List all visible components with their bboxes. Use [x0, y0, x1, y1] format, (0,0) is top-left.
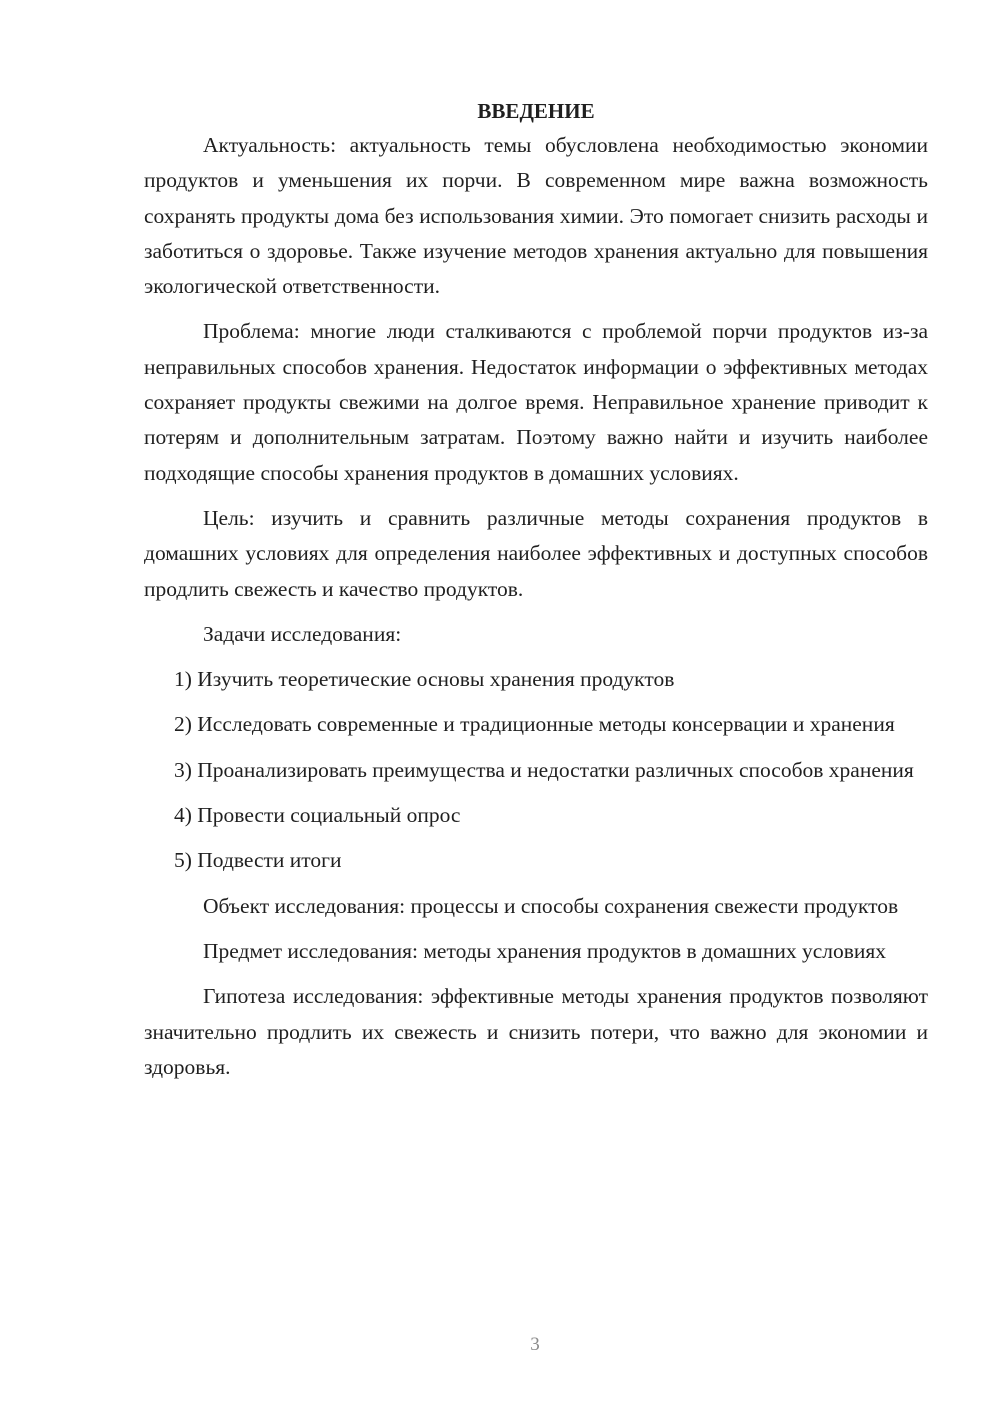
page-number: 3: [530, 1334, 540, 1355]
page-title: ВВЕДЕНИЕ: [477, 99, 595, 123]
tasks-heading: Задачи исследования:: [203, 621, 402, 646]
hypothesis-paragraph: Гипотеза исследования: эффективные методы хранения продуктов позволяют значительно продлить их свежесть и снизить потери, что важно для экономии и здоровья.: [144, 984, 928, 1079]
list-item: 2) Исследовать современные и традиционные методы консервации и хранения: [174, 712, 895, 737]
object-paragraph: Объект исследования: процессы и способы сохранения свежести продуктов: [203, 893, 899, 918]
problem-paragraph: Проблема: многие люди сталкиваются с проблемой порчи продуктов из-за неправильных способов хранения. Недостаток информации о эффективных методах сохраняет продукты свежими на долгое время. Неправильное хранение приводит к потерям и дополнительным затратам. Поэтому важно найти и изучить наиболее подходящие способы хранения продуктов в домашних условиях.: [144, 319, 928, 485]
list-item: 3) Проанализировать преимущества и недостатки различных способов хранения: [174, 757, 914, 782]
relevance-paragraph: Актуальность: актуальность темы обусловлена необходимостью экономии продуктов и уменьшения их порчи. В современном мире важна возможность сохранять продукты дома без использования химии. Это помогает снизить расходы и заботиться о здоровье. Также изучение методов хранения актуально для повышения экологической ответственности.: [144, 133, 928, 299]
list-item: 1) Изучить теоретические основы хранения продуктов: [174, 667, 675, 692]
tasks-list: [144, 662, 928, 878]
list-item: 5) Подвести итоги: [174, 848, 342, 873]
list-item: 4) Провести социальный опрос: [174, 803, 461, 828]
subject-paragraph: Предмет исследования: методы хранения продуктов в домашних условиях: [203, 938, 887, 963]
document-page: [144, 96, 928, 1095]
goal-paragraph: Цель: изучить и сравнить различные методы сохранения продуктов в домашних условиях для определения наиболее эффективных и доступных способов продлить свежесть и качество продуктов.: [144, 505, 928, 601]
